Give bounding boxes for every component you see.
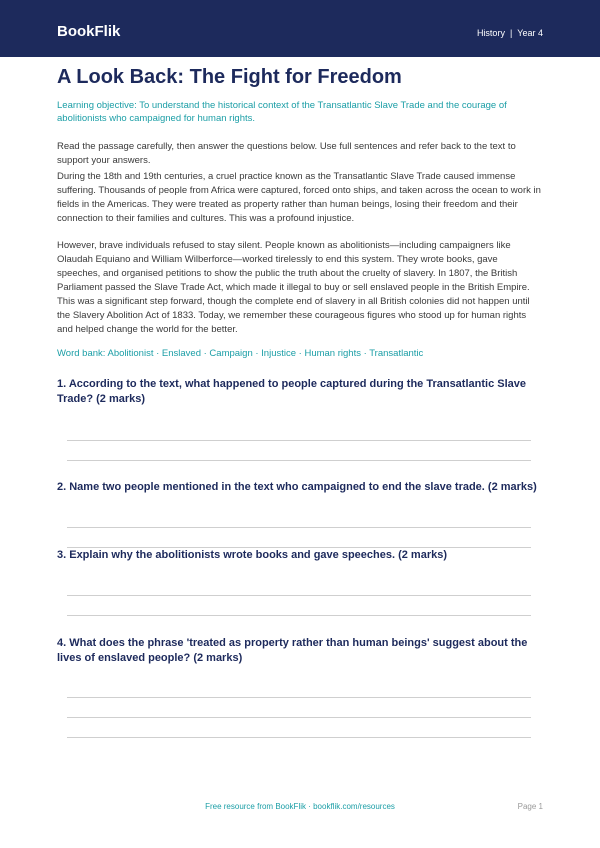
word-bank: Word bank: Abolitionist · Enslaved · Campaign · Injustice · Human rights · Transatlantic <box>57 348 424 359</box>
question-3: 3. Explain why the abolitionists wrote books and gave speeches. (2 marks) <box>57 549 448 561</box>
answer-line[interactable] <box>67 460 531 461</box>
learning-objective: Learning objective: To understand the historical context of the Transatlantic Slave Trade and the courage of abolitionists who campaigned for human rights. <box>57 100 507 124</box>
passage-paragraph: During the 18th and 19th centuries, a cruel practice known as the Transatlantic Slave Trade caused immense suffering. Thousands of people from Africa were captured, forced onto ships, and taken across the ocean to work in fields in the Americas. They were treated as property rather than human beings, losing their freedom and their connection to their families and cultures. This was a profound injustice. <box>57 171 541 224</box>
year-label: Year 4 <box>517 28 543 38</box>
question-4: 4. What does the phrase 'treated as property rather than human beings' suggest about the lives of enslaved people? (2 marks) <box>57 637 528 664</box>
answer-line[interactable] <box>67 615 531 616</box>
brand-logo: BookFlik <box>57 23 121 40</box>
answer-line[interactable] <box>67 595 531 596</box>
page-title: A Look Back: The Fight for Freedom <box>57 66 402 88</box>
page-header <box>0 0 600 57</box>
answer-line[interactable] <box>67 527 531 528</box>
question-2: 2. Name two people mentioned in the text who campaigned to end the slave trade. (2 marks) <box>57 481 537 493</box>
answer-line[interactable] <box>67 440 531 441</box>
page-number: Page 1 <box>517 802 543 811</box>
answer-line[interactable] <box>67 697 531 698</box>
footer-credit: Free resource from BookFlik · bookflik.com/resources <box>205 802 395 811</box>
subject-year-label <box>477 27 543 39</box>
question-1: 1. According to the text, what happened to people captured during the Transatlantic Slave Trade? (2 marks) <box>57 378 526 405</box>
instructions: Read the passage carefully, then answer the questions below. Use full sentences and refer back to the text to support your answers. <box>57 141 516 166</box>
passage-paragraph: However, brave individuals refused to stay silent. People known as abolitionists—including campaigners like Olaudah Equiano and William Wilberforce—worked tirelessly to end this system. They wrote books, gave speeches, and organised petitions to show the public the truth about the cruelty of slavery. In 1807, the British Parliament passed the Slave Trade Act, which made it illegal to buy or sell enslaved people in the British Empire. This was a significant step forward, though the complete end of slavery in all British colonies did not happen until the Slavery Abolition Act of 1833. Today, we remember these courageous figures who stood up for human rights and helped change the world for the better. <box>57 240 530 335</box>
meta-separator: | <box>509 28 513 38</box>
answer-line[interactable] <box>67 737 531 738</box>
subject-label: History <box>476 28 505 38</box>
answer-line[interactable] <box>67 717 531 718</box>
